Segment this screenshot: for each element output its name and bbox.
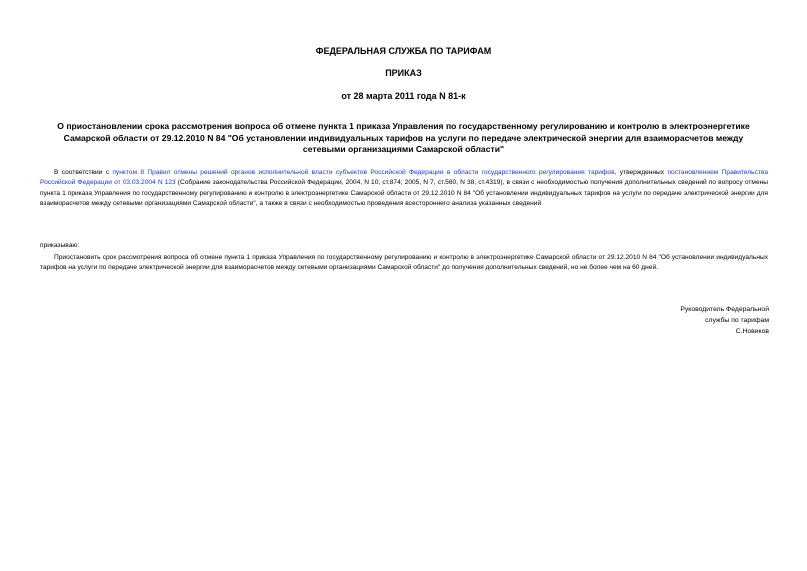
paragraph-preamble bbox=[40, 168, 768, 210]
preamble-mid: , утвержденных bbox=[614, 169, 668, 176]
signature-block bbox=[680, 305, 769, 337]
paragraph-decision: Приостановить срок рассмотрения вопроса об отмене пункта 1 приказа Управления по государственному регулированию и контролю в электроэнергетике Самарской области от 29.12.2010 N 84 "Об установлении индивидуальных тарифов на услуги по передаче электрической энергии для взаиморасчетов между сетевыми организациями Самарской области" до получения дополнительных сведений, но не более чем на 60 дней. bbox=[40, 254, 768, 272]
agency-name: ФЕДЕРАЛЬНАЯ СЛУЖБА ПО ТАРИФАМ bbox=[315, 46, 492, 56]
signature-organization: службы по тарифам bbox=[705, 316, 769, 324]
signature-position: Руководитель Федеральной bbox=[680, 306, 769, 313]
paragraph-order-word: приказываю: bbox=[40, 242, 80, 249]
link-government-resolution[interactable]: постановлением Правительства Российской Федерации от 03.03.2004 N 123 bbox=[40, 169, 769, 187]
preamble-rest: (Собрание законодательства Российской Федерации, 2004, N 10, ст.874; 2005, N 7, ст.560, N 38, ст.4319), в связи с необходимостью получения дополнительных сведений по вопросу отмены пункта 1 приказа Управления по государственному регулированию и контролю в электроэнергетике Самарской области от 29.12.2010 N 84 "Об установлении индивидуальных тарифов на услуги по передаче электрической энергии для взаиморасчетов между сетевыми организациями Самарской области", а также в связи с необходимостью проведения всестороннего анализа указанных сведений bbox=[40, 179, 768, 208]
preamble-prefix: В соответствии с bbox=[54, 169, 113, 176]
document-date-number: от 28 марта 2011 года N 81-к bbox=[341, 91, 466, 101]
link-rules-point-8[interactable]: пунктом 8 Правил отмены решений органов исполнительной власти субъектов Российской Федерации в области государственного регулирования тарифов bbox=[112, 169, 615, 176]
signature-name: С.Новиков bbox=[735, 327, 769, 335]
document-type: ПРИКАЗ bbox=[385, 68, 422, 78]
document-title: О приостановлении срока рассмотрения вопроса об отмене пункта 1 приказа Управления по государственному регулированию и контролю в электроэнергетике Самарской области от 29.12.2010 N 84 "Об установлении индивидуальных тарифов на услуги по передаче электрической энергии для взаиморасчетов между сетевыми организациями Самарской области" bbox=[57, 121, 750, 154]
